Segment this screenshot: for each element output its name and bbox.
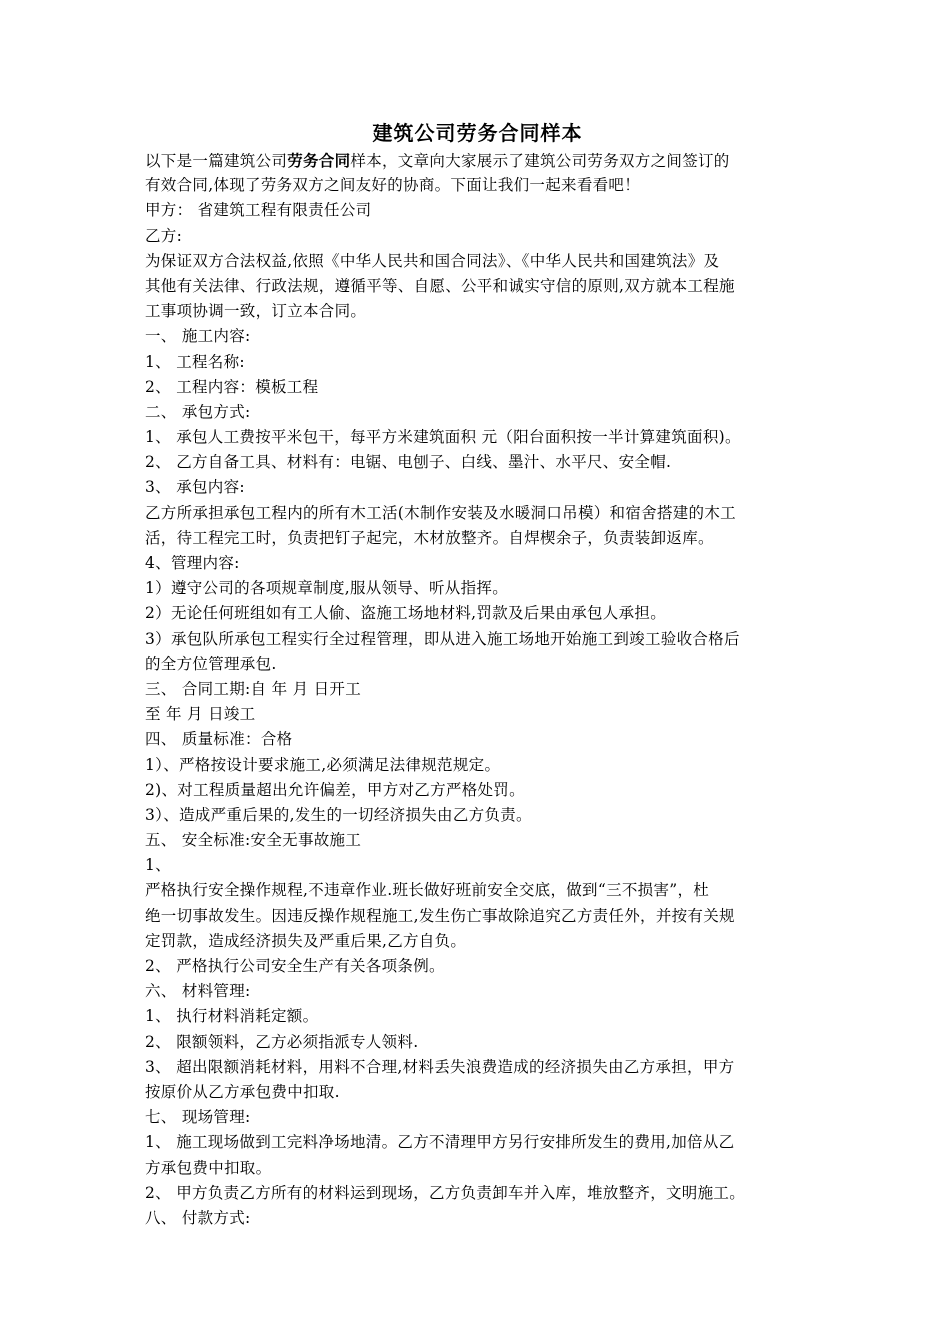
body-line: 绝一切事故发生。因违反操作规程施工,发生伤亡事故除追究乙方责任外，并按有关规: [145, 906, 735, 925]
body-line: 其他有关法律、行政法规，遵循平等、自愿、公平和诚实守信的原则,双方就本工程施: [145, 276, 735, 295]
body-line: 1、 承包人工费按平米包干，每平方米建筑面积 元（阳台面积按一半计算建筑面积)。: [145, 428, 741, 447]
document-title: 建筑公司劳务合同样本: [372, 121, 583, 145]
body-line: 一、 施工内容:: [145, 327, 251, 346]
body-line: 2、 严格执行公司安全生产有关各项条例。: [145, 957, 445, 975]
body-line: 乙方:: [145, 226, 183, 245]
body-line: 3）承包队所承包工程实行全过程管理，即从进入施工场地开始施工到竣工验收合格后: [145, 629, 740, 648]
body-line: 为保证双方合法权益,依照《中华人民共和国合同法》、《中华人民共和国建筑法》及: [145, 251, 720, 270]
body-line: 2、 工程内容：模板工程: [145, 377, 319, 396]
body-line: 活，待工程完工时，负责把钉子起完，木材放整齐。自焊楔余子，负责装卸返库。: [145, 528, 714, 547]
document-body: [145, 148, 810, 1231]
body-line: 八、 付款方式:: [145, 1208, 251, 1227]
body-line: 二、 承包方式:: [145, 402, 251, 421]
body-line: 2、 限额领料，乙方必须指派专人领料.: [145, 1032, 419, 1051]
body-line: 六、 材料管理:: [145, 982, 251, 1001]
body-line: 2、 乙方自备工具、材料有：电锯、电刨子、白线、墨汁、水平尺、安全帽.: [145, 453, 672, 472]
document-page: [145, 118, 810, 1231]
body-line: 按原价从乙方承包费中扣取.: [145, 1082, 340, 1101]
body-line: 2、 甲方负责乙方所有的材料运到现场，乙方负责卸车并入库，堆放整齐，文明施工。: [145, 1183, 745, 1202]
intro-text-before: 以下是一篇建筑公司: [145, 152, 288, 170]
body-line: 3、 超出限额消耗材料，用料不合理,材料丢失浪费造成的经济损失由乙方承担，甲方: [145, 1057, 735, 1076]
body-line: 五、 安全标准:安全无事故施工: [145, 831, 362, 850]
intro-text-after: 样本，文章向大家展示了建筑公司劳务双方之间签订的: [350, 152, 730, 170]
body-line: 定罚款，造成经济损失及严重后果,乙方自负。: [145, 931, 467, 950]
body-line: 2）无论任何班组如有工人偷、盗施工场地材料,罚款及后果由承包人承担。: [145, 604, 666, 623]
body-line: 工事项协调一致，订立本合同。: [145, 302, 367, 321]
body-line: 严格执行安全操作规程,不违章作业.班长做好班前安全交底，做到“三不损害”，杜: [145, 881, 710, 900]
body-line: 4、管理内容:: [145, 554, 240, 572]
body-line: 1）遵守公司的各项规章制度,服从领导、听从指挥。: [145, 579, 508, 598]
body-line: 3）、造成严重后果的,发生的一切经济损失由乙方负责。: [145, 805, 532, 824]
intro-bold-keyword: 劳务合同: [287, 151, 351, 170]
body-line: 3、 承包内容:: [145, 478, 245, 497]
body-line: 甲方： 省建筑工程有限责任公司: [145, 201, 372, 220]
body-line: 1）、严格按设计要求施工,必须满足法律规范规定。: [145, 755, 501, 774]
body-line: 乙方所承担承包工程内的所有木工活(木制作安装及水暖洞口吊模）和宿舍搭建的木工: [145, 503, 736, 522]
body-line: 四、 质量标准：合格: [145, 730, 293, 749]
body-line: 七、 现场管理:: [145, 1108, 251, 1127]
body-line: 的全方位管理承包.: [145, 654, 277, 673]
body-line: 方承包费中扣取。: [145, 1158, 272, 1177]
body-line: 1、 执行材料消耗定额。: [145, 1007, 319, 1026]
intro-line: [145, 148, 810, 173]
body-line: 1、 工程名称:: [145, 352, 245, 371]
body-line: 2)、对工程质量超出允许偏差，甲方对乙方严格处罚。: [145, 780, 525, 799]
body-line: 1、: [145, 856, 171, 875]
body-line: 至 年 月 日竣工: [145, 705, 256, 724]
body-line: 有效合同,体现了劳务双方之间友好的协商。下面让我们一起来看看吧！: [145, 176, 641, 195]
body-line: 1、 施工现场做到工完料净场地清。乙方不清理甲方另行安排所发生的费用,加倍从乙: [145, 1133, 735, 1152]
body-line: 三、 合同工期:自 年 月 日开工: [145, 679, 362, 698]
